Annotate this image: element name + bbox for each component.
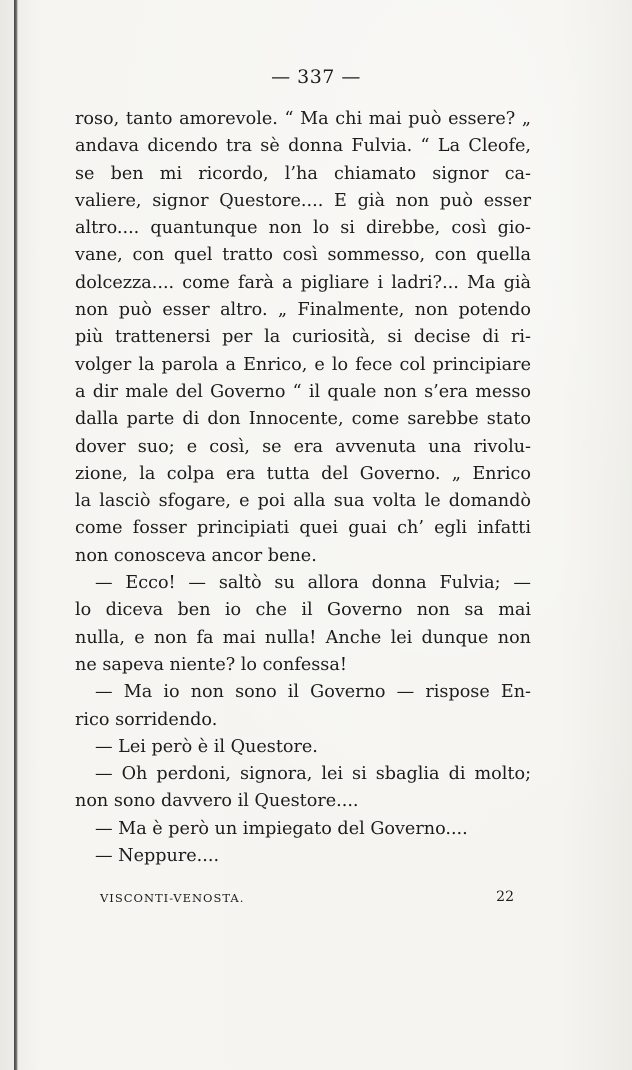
text-line: non conosceva ancor bene. [75, 545, 317, 566]
body-text [75, 106, 531, 870]
text-line: lo diceva ben io che il Governo non sa mai [75, 600, 531, 621]
text-line: — Neppure.... [95, 846, 220, 867]
text-line: dover suo; e così, se era avvenuta una rivolu- [75, 436, 531, 457]
page-spine-edge [14, 0, 18, 1070]
text-line: dolcezza.... come farà a pigliare i ladri?... Ma già [75, 272, 531, 293]
text-line: dalla parte di don Innocente, come sarebbe stato [75, 409, 531, 430]
text-line: roso, tanto amorevole. “ Ma chi mai può essere? „ [75, 109, 531, 129]
text-line: a dir male del Governo “ il quale non s’era messo [75, 381, 531, 402]
text-line: valiere, signor Questore.... E già non può esser [75, 190, 531, 211]
text-line: ne sapeva niente? lo confessa! [75, 654, 347, 675]
text-line: — Ma è però un impiegato del Governo.... [95, 818, 468, 839]
text-line: la lasciò sfogare, e poi alla sua volta le domandò [75, 491, 531, 512]
text-line: andava dicendo tra sè donna Fulvia. “ La Cleofe, [75, 136, 531, 157]
text-line: zione, la colpa era tutta del Governo. „ Enrico [75, 463, 531, 484]
text-line: non sono davvero il Questore.... [75, 791, 359, 812]
printer-signature-mark: VISCONTI-VENOSTA. [100, 891, 245, 905]
gathering-number: 22 [496, 889, 514, 905]
text-line: se ben mi ricordo, l’ha chiamato signor ca- [75, 163, 531, 184]
text-line: rico sorridendo. [75, 709, 218, 730]
text-line: — Lei però è il Questore. [95, 736, 318, 757]
text-line: altro.... quantunque non lo si direbbe, così gio- [75, 218, 531, 239]
text-line: volger la parola a Enrico, e lo fece col principiare [75, 354, 531, 375]
text-line: più trattenersi per la curiosità, si decise di ri- [75, 327, 531, 348]
text-line: non può esser altro. „ Finalmente, non potendo [75, 300, 531, 321]
page-number-header: — 337 — [271, 66, 361, 88]
text-line: — Ma io non sono il Governo — rispose En- [95, 682, 531, 703]
text-line: vane, con quel tratto così sommesso, con quella [75, 245, 531, 266]
text-line: — Ecco! — saltò su allora donna Fulvia; — [95, 573, 531, 594]
text-line: come fosser principiati quei guai ch’ egli infatti [75, 518, 531, 539]
text-line: — Oh perdoni, signora, lei si sbaglia di molto; [95, 764, 531, 785]
text-line: nulla, e non fa mai nulla! Anche lei dunque non [75, 627, 531, 648]
